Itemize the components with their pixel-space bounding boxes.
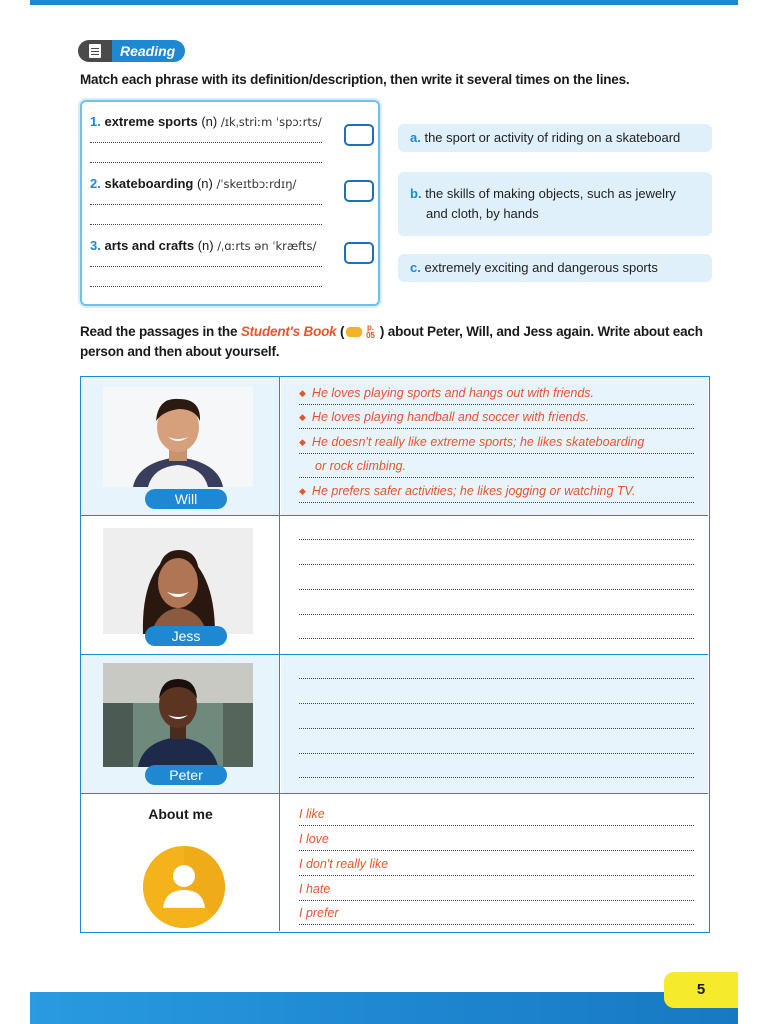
writing-line[interactable] — [90, 204, 322, 205]
definition-text: the sport or activity of riding on a skateboard — [424, 130, 681, 145]
definition-text: the skills of making objects, such as jewelry — [425, 186, 676, 201]
vocab-pos: (n) — [201, 114, 218, 129]
vocab-word: skateboarding — [104, 176, 194, 191]
diamond-bullet-icon: ◆ — [299, 486, 306, 496]
person-cell — [81, 377, 280, 515]
writing-line[interactable] — [299, 804, 694, 826]
writing-line[interactable] — [299, 539, 694, 540]
vocab-item-2 — [90, 176, 296, 191]
sentence-starter: I love — [299, 832, 329, 846]
answer-box-1[interactable] — [344, 124, 374, 146]
about-me-cell — [81, 794, 280, 931]
person-name-label: Peter — [145, 765, 227, 785]
vocab-word: extreme sports — [104, 114, 198, 129]
person-table — [80, 376, 710, 933]
writing-line[interactable] — [299, 564, 694, 565]
section-badge — [78, 40, 185, 62]
definition-letter: a. — [410, 130, 421, 145]
writing-line[interactable] — [299, 432, 694, 454]
person-name-label: Will — [145, 489, 227, 509]
diamond-bullet-icon: ◆ — [299, 412, 306, 422]
document-icon — [78, 40, 112, 62]
writing-line[interactable] — [299, 638, 694, 639]
answer-box-2[interactable] — [344, 180, 374, 202]
person-name-label: Jess — [145, 626, 227, 646]
definition-b — [398, 172, 712, 236]
writing-line[interactable] — [299, 777, 694, 778]
writing-line[interactable] — [90, 142, 322, 143]
definition-text: extremely exciting and dangerous sports — [424, 260, 658, 275]
writing-line[interactable] — [299, 753, 694, 754]
vocab-item-1 — [90, 114, 322, 129]
writing-line[interactable] — [299, 589, 694, 590]
definition-a — [398, 124, 712, 152]
book-title: Student's Book — [240, 324, 337, 339]
table-row-peter — [81, 655, 708, 794]
definition-letter: c. — [410, 260, 421, 275]
vocab-ipa: /ɪkˌstriːm ˈspɔːrts/ — [220, 115, 322, 129]
instruction-text: ) about Peter, Will, and Jess again. Write about each person and then about yourself. — [80, 324, 703, 359]
writing-line[interactable] — [299, 879, 694, 901]
vocab-ipa: /ˈskeɪtbɔːrdɪŋ/ — [216, 177, 297, 191]
sentence-starter: I like — [299, 807, 325, 821]
writing-line[interactable] — [299, 614, 694, 615]
top-rule — [30, 0, 738, 5]
writing-line[interactable] — [90, 162, 322, 163]
writing-line[interactable] — [299, 854, 694, 876]
response-cell — [281, 377, 708, 515]
sample-answer: He loves playing handball and soccer with friends. — [311, 410, 590, 424]
writing-line[interactable] — [299, 903, 694, 925]
person-photo — [103, 528, 253, 634]
writing-line[interactable] — [299, 703, 694, 704]
vocab-pos: (n) — [196, 176, 213, 191]
section-badge-label: Reading — [112, 40, 185, 62]
user-avatar-icon — [143, 846, 225, 928]
writing-line[interactable] — [299, 481, 694, 503]
person-cell — [81, 516, 280, 654]
table-row-about-me — [81, 794, 708, 931]
table-row-jess — [81, 516, 708, 655]
person-cell — [81, 655, 280, 793]
sentence-starter: I hate — [299, 882, 331, 896]
definition-letter: b. — [410, 186, 422, 201]
table-row-will — [81, 377, 708, 516]
writing-line[interactable] — [299, 407, 694, 429]
vocab-item-3 — [90, 238, 316, 253]
sample-answer: He doesn't really like extreme sports; he likes skateboarding — [311, 435, 645, 449]
sample-answer: He prefers safer activities; he likes jogging or watching TV. — [311, 484, 636, 498]
definition-text: and cloth, by hands — [426, 206, 539, 221]
writing-line[interactable] — [299, 678, 694, 679]
page-number: 5 — [664, 972, 738, 1008]
vocab-word: arts and crafts — [104, 238, 195, 253]
vocab-number: 1. — [90, 114, 101, 129]
about-me-title: About me — [148, 806, 213, 822]
writing-line[interactable] — [90, 266, 322, 267]
vocab-ipa: /ˌɑːrts ən ˈkræfts/ — [217, 239, 317, 253]
vocab-pos: (n) — [197, 238, 214, 253]
instruction-text: Read the passages in the — [80, 324, 238, 339]
sample-answer: or rock climbing. — [315, 459, 406, 473]
answer-box-3[interactable] — [344, 242, 374, 264]
sentence-starter: I don't really like — [299, 857, 389, 871]
vocab-number: 2. — [90, 176, 101, 191]
footer-bar — [30, 992, 738, 1024]
vocabulary-box — [80, 100, 380, 306]
instruction-write: Read the passages in the Student's Book ( p. 05 ) about Peter, Will, and Jess again. Write about each person and then about yourself. — [80, 323, 703, 359]
writing-line[interactable] — [299, 383, 694, 405]
person-photo — [103, 663, 253, 767]
writing-line[interactable] — [90, 224, 322, 225]
diamond-bullet-icon: ◆ — [299, 437, 306, 447]
diamond-bullet-icon: ◆ — [299, 388, 306, 398]
writing-line[interactable] — [299, 728, 694, 729]
writing-line[interactable] — [299, 829, 694, 851]
writing-line[interactable] — [90, 286, 322, 287]
sample-answer: He loves playing sports and hangs out with friends. — [311, 386, 595, 400]
vocab-number: 3. — [90, 238, 101, 253]
pointing-hand-icon — [346, 327, 362, 337]
sentence-starter: I prefer — [299, 906, 339, 920]
response-cell — [281, 516, 708, 654]
response-cell — [281, 655, 708, 793]
writing-line[interactable] — [299, 456, 694, 478]
definition-c — [398, 254, 712, 282]
response-cell — [281, 794, 708, 931]
person-photo — [103, 387, 253, 487]
page-reference: p. 05 — [366, 323, 375, 341]
instruction-match: Match each phrase with its definition/description, then write it several times on the lines. — [80, 72, 630, 87]
